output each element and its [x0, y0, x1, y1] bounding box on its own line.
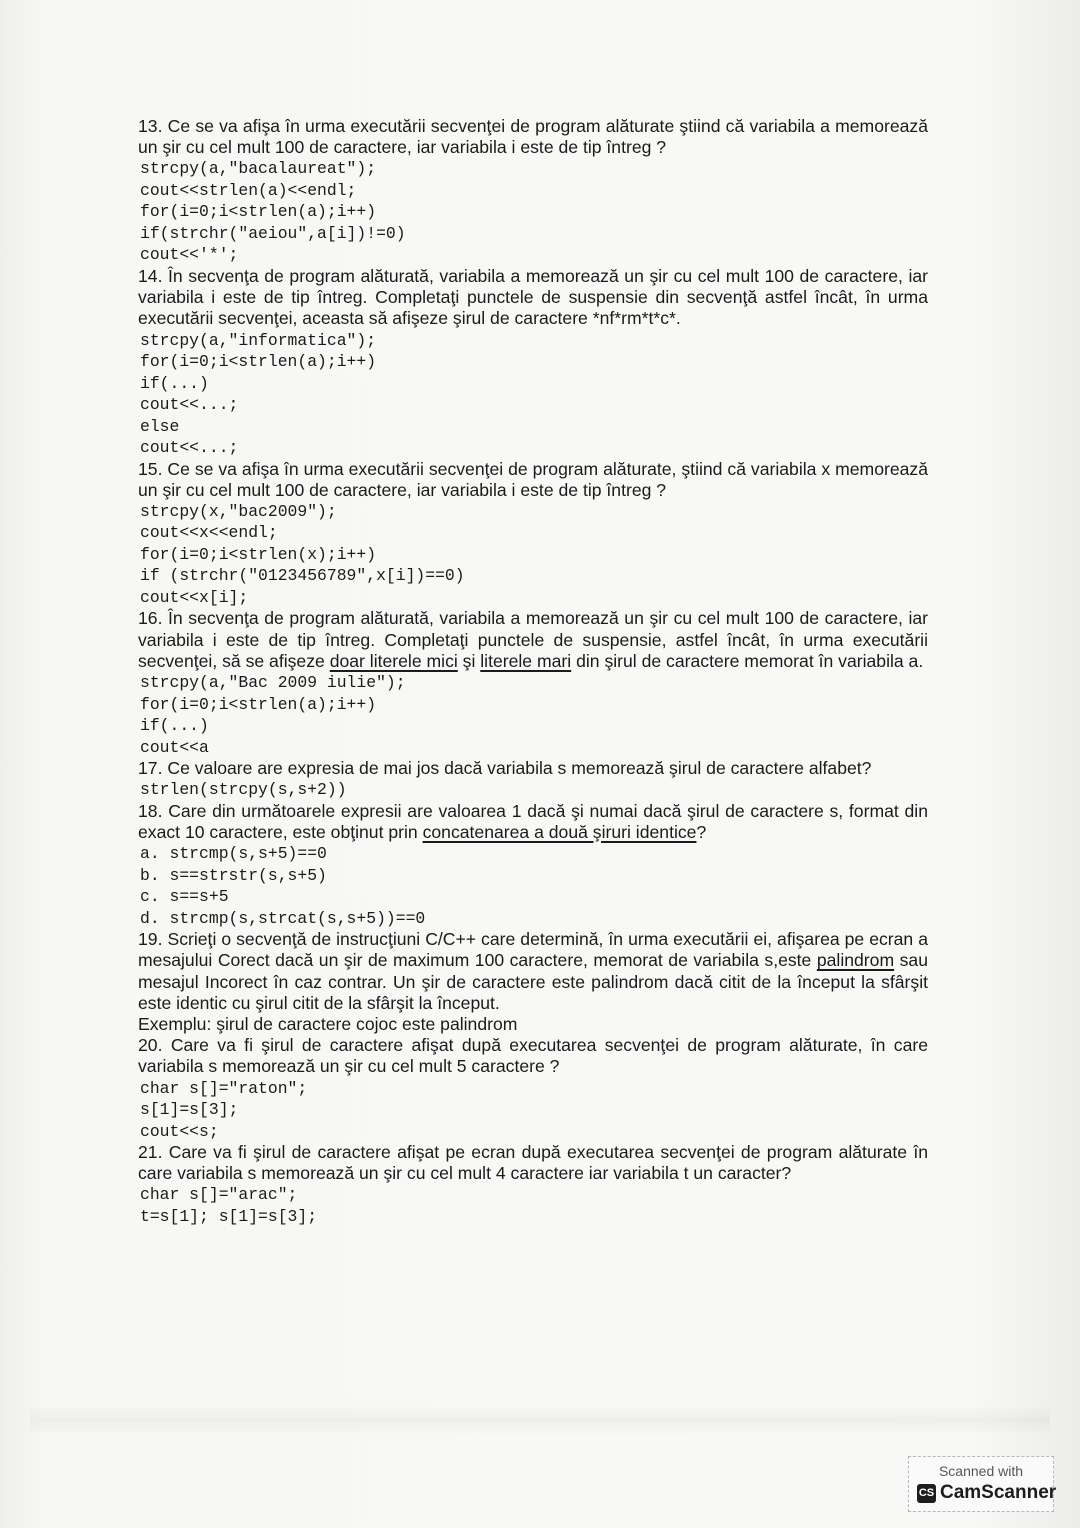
code-line: s[1]=s[3];: [140, 1100, 239, 1120]
code-line: if(strchr("aeiou",a[i])!=0): [140, 223, 406, 243]
question-number: 18.: [138, 800, 163, 821]
watermark-caption: Scanned with: [938, 1463, 1024, 1479]
code-line: char s[]="arac";: [140, 1185, 298, 1205]
code-line: if(...): [140, 716, 209, 736]
code-line: strlen(strcpy(s,s+2)): [140, 780, 347, 800]
question-number: 13.: [138, 116, 163, 136]
question-15: [138, 459, 928, 501]
question-16: [138, 608, 928, 672]
question-text: Scrieţi o secvenţă de instrucţiuni C/C++ care determină, în urma executării ei, afişarea pe ecran a mesajului Corect dacă un şir de maximum 100 caractere, memorat de variabila s,este: [138, 929, 928, 971]
question-number: 14.: [138, 265, 163, 286]
question-14: [138, 266, 928, 330]
answer-option: c. s==s+5: [140, 887, 229, 907]
question-number: 15.: [138, 458, 163, 479]
code-line: cout<<x[i];: [140, 587, 249, 607]
code-block-15: [138, 501, 928, 609]
code-line: if(...): [140, 373, 209, 393]
question-text: În secvenţa de program alăturată, variabila a memorează un şir cu cel mult 100 de caractere, iar variabila i este de tip întreg. Completaţi punctele de suspensie, astfel încât, în urma executării secvenţei, să se afişeze: [138, 608, 928, 671]
question-text: sau mesajul Incorect în caz contrar. Un şir de caractere este palindrom dacă citit de la început la sfârşit este identic cu şirul citit de la sfârşit la început.: [138, 950, 928, 1013]
camscanner-logo-icon: CS: [917, 1484, 936, 1503]
watermark-brand: CamScanner: [940, 1482, 1057, 1503]
code-line: if (strchr("0123456789",x[i])==0): [140, 566, 465, 586]
code-line: cout<<x<<endl;: [140, 523, 278, 543]
example-line: Exemplu: şirul de caractere cojoc este palindrom: [138, 1013, 518, 1034]
answer-options-18: [138, 843, 928, 929]
question-number: 16.: [138, 608, 163, 629]
code-line: strcpy(a,"informatica");: [140, 330, 377, 350]
answer-option: d. strcmp(s,strcat(s,s+5))==0: [140, 908, 426, 928]
question-17: [138, 758, 928, 779]
question-13: [138, 116, 928, 158]
code-line: for(i=0;i<strlen(x);i++): [140, 544, 377, 564]
question-21: [138, 1142, 928, 1184]
code-line: for(i=0;i<strlen(a);i++): [140, 202, 377, 222]
code-line: else: [140, 416, 180, 436]
question-text: ?: [696, 821, 707, 842]
code-line: for(i=0;i<strlen(a);i++): [140, 694, 377, 714]
question-number: 19.: [138, 929, 163, 950]
code-line: cout<<'*';: [140, 245, 239, 265]
question-text: Ce se va afişa în urma executării secvenţei de program alăturate, ştiind că variabila x memorează un şir cu cel mult 100 de caractere, iar variabila i este de tip întreg ?: [138, 458, 929, 500]
code-line: for(i=0;i<strlen(a);i++): [140, 352, 377, 372]
code-line: cout<<strlen(a)<<endl;: [140, 180, 357, 200]
code-block-13: [138, 158, 928, 266]
question-text: Care din următoarele expresii are valoarea 1 dacă şi numai dacă şirul de caractere s, format din exact 10 caractere, este obţinut prin: [138, 800, 928, 842]
code-line: char s[]="raton";: [140, 1078, 308, 1098]
question-text: Ce valoare are expresia de mai jos dacă variabila s memorează şirul de caractere alfabet?: [167, 758, 872, 779]
code-line: cout<<...;: [140, 438, 239, 458]
underlined-phrase: literele mari: [480, 650, 572, 671]
answer-option: a. strcmp(s,s+5)==0: [140, 844, 327, 864]
question-number: 17.: [138, 758, 163, 779]
exercise-list: [138, 116, 928, 1227]
code-line: cout<<s;: [140, 1121, 219, 1141]
answer-option: b. s==strstr(s,s+5): [140, 865, 327, 885]
question-text: Ce se va afişa în urma executării secvenţei de program alăturate ştiind că variabila a memorează un şir cu cel mult 100 de caractere, iar variabila i este de tip întreg ?: [138, 116, 929, 158]
question-19: [138, 929, 928, 1014]
code-line: strcpy(x,"bac2009");: [140, 501, 337, 521]
question-number: 21.: [138, 1142, 163, 1163]
question-text: şi: [457, 650, 481, 671]
question-number: 20.: [138, 1035, 163, 1056]
code-line: strcpy(a,"Bac 2009 iulie");: [140, 673, 406, 693]
code-block-14: [138, 330, 928, 459]
question-text: Care va fi şirul de caractere afişat după executarea secvenţei de program alăturate, în care variabila s memorează un şir cu cel mult 5 caractere ?: [138, 1035, 928, 1077]
question-20: [138, 1035, 928, 1077]
question-text: Care va fi şirul de caractere afişat pe ecran după executarea secvenţei de program alăturate în care variabila s memorează un şir cu cel mult 4 caractere iar variabila t un caracter?: [138, 1142, 928, 1184]
code-line: t=s[1]; s[1]=s[3];: [140, 1206, 318, 1226]
camscanner-watermark: [908, 1456, 1057, 1512]
code-block-21: [138, 1184, 928, 1227]
code-line: cout<<a: [140, 737, 209, 757]
question-text: În secvenţa de program alăturată, variabila a memorează un şir cu cel mult 100 de caractere, iar variabila i este de tip întreg. Completaţi punctele de suspensie din secvenţă astfel încât, în urma executării secvenţei, aceasta să afişeze şirul de caractere *nf*rm*t*c*.: [138, 265, 928, 329]
question-18: [138, 801, 928, 843]
underlined-phrase: palindrom: [816, 950, 895, 971]
code-line: cout<<...;: [140, 395, 239, 415]
page-shadow: [30, 1405, 1050, 1435]
underlined-phrase: concatenarea a două şiruri identice: [422, 821, 697, 842]
code-block-20: [138, 1078, 928, 1143]
code-block-16: [138, 672, 928, 758]
underlined-phrase: doar literele mici: [329, 650, 458, 671]
question-text: din şirul de caractere memorat în variabila a.: [571, 650, 924, 671]
code-block-17: [138, 779, 928, 801]
code-line: strcpy(a,"bacalaureat");: [140, 159, 377, 179]
